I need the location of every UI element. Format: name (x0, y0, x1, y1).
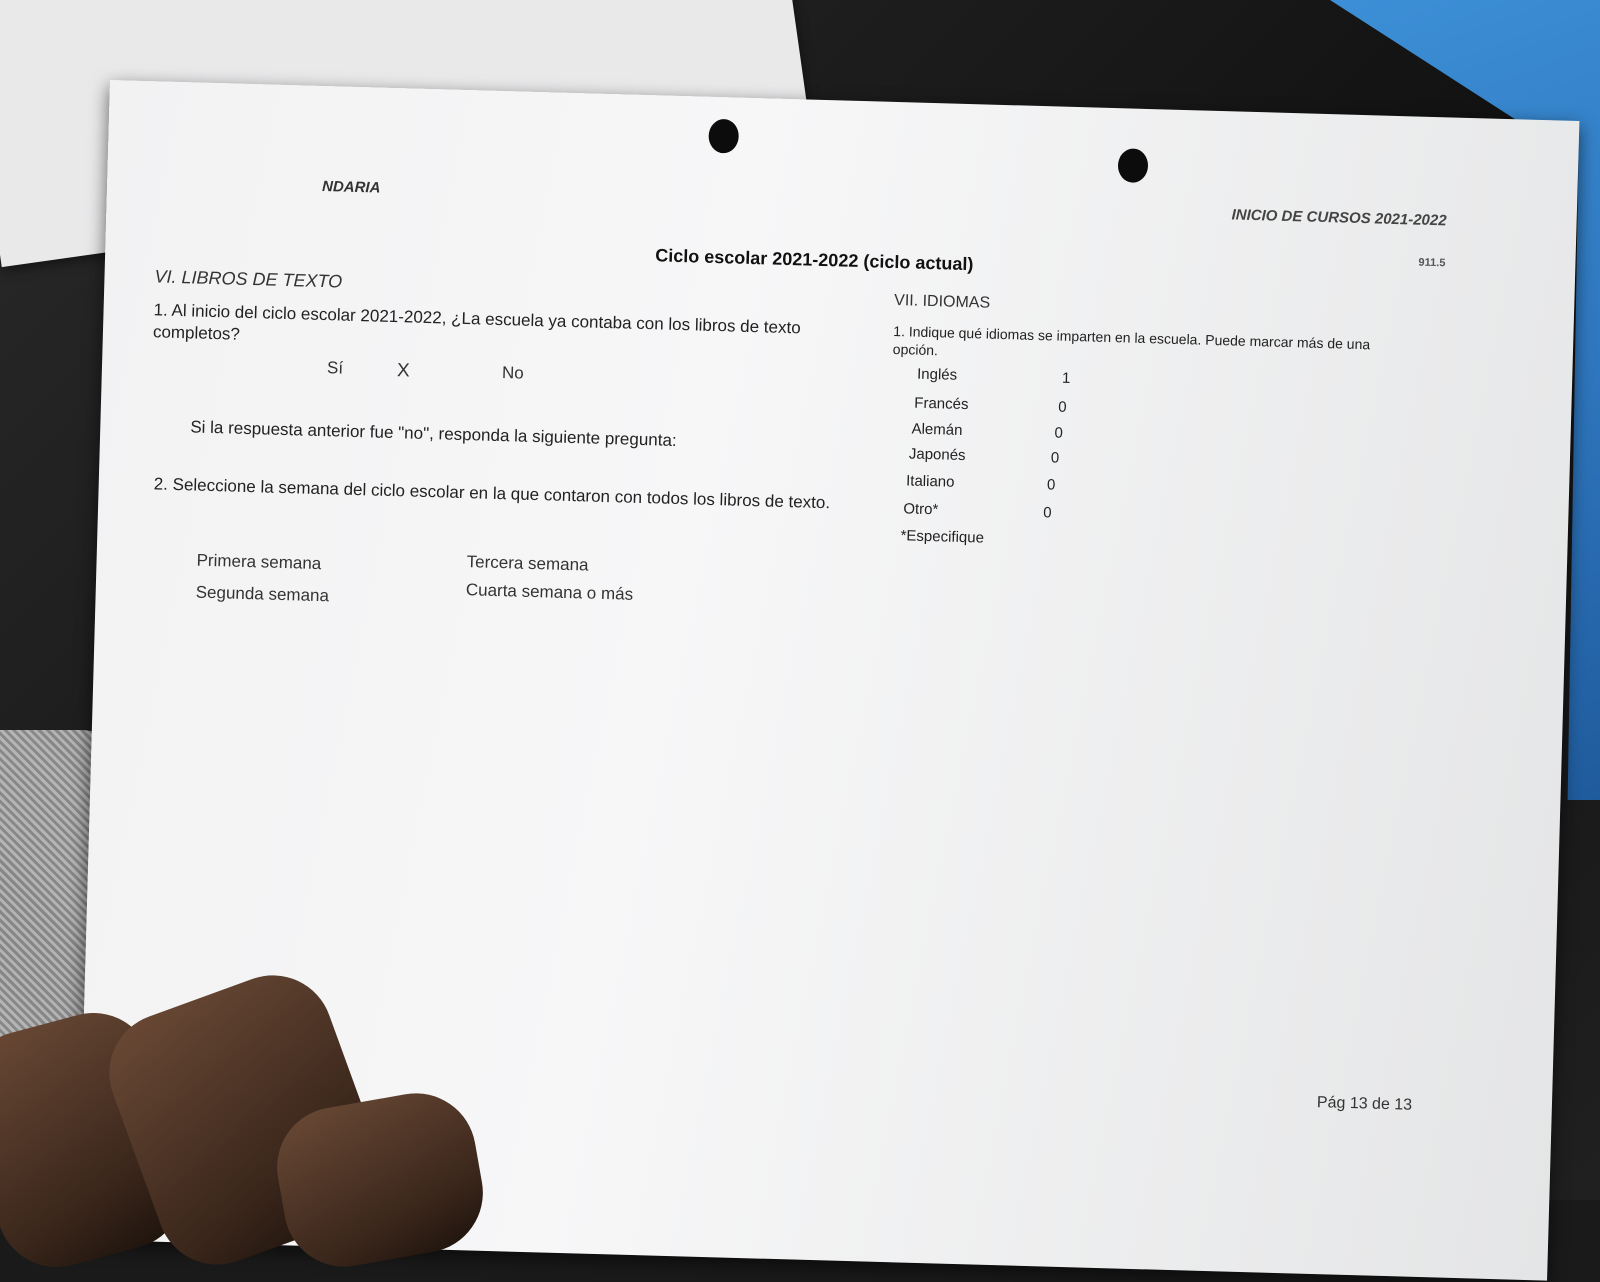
language-value: 0 (1043, 504, 1052, 522)
specify-note: *Especifique (900, 527, 985, 547)
week-option-4: Cuarta semana o más (465, 580, 634, 604)
language-name: Francés (914, 394, 969, 414)
section-vii-title: VII. IDIOMAS (893, 291, 991, 312)
punch-hole (1118, 148, 1149, 183)
option-no: No (501, 363, 524, 383)
language-value: 0 (1057, 398, 1067, 416)
page-title: Ciclo escolar 2021-2022 (ciclo actual) (655, 245, 974, 275)
language-name: Italiano (905, 472, 955, 491)
question-vi-1: 1. Al inicio del ciclo escolar 2021-2022, ¿La escuela ya contaba con los libros de texto completos? (152, 300, 801, 344)
week-option-3: Tercera semana (466, 552, 589, 575)
conditional-instruction: Si la respuesta anterior fue "no", responda la siguiente pregunta: (190, 417, 677, 450)
language-value: 0 (1046, 476, 1056, 494)
header-left-fragment: NDARIA (321, 177, 381, 197)
answer-mark: X (396, 360, 410, 382)
page-number: Pág 13 de 13 (1316, 1094, 1413, 1114)
language-value: 1 (1061, 369, 1071, 387)
week-option-2: Segunda semana (195, 582, 330, 606)
option-yes: Sí (326, 358, 344, 378)
week-option-1: Primera semana (196, 550, 322, 574)
language-name: Inglés (916, 365, 958, 384)
question-vi-2: 2. Seleccione la semana del ciclo escolar en la que contaron con todos los libros de texto. (153, 474, 831, 513)
header-right-title: INICIO DE CURSOS 2021-2022 (1231, 206, 1447, 230)
language-name: Otro* (903, 500, 939, 519)
language-name: Japonés (908, 445, 966, 465)
section-vi-title: VI. LIBROS DE TEXTO (154, 266, 343, 292)
question-vii-1: 1. Indique qué idiomas se imparten en la escuela. Puede marcar más de una opción. (892, 322, 1371, 359)
punch-hole (708, 119, 739, 154)
language-name: Alemán (911, 420, 963, 439)
language-value: 0 (1054, 424, 1064, 442)
form-code: 911.5 (1418, 256, 1446, 270)
language-value: 0 (1050, 449, 1060, 467)
